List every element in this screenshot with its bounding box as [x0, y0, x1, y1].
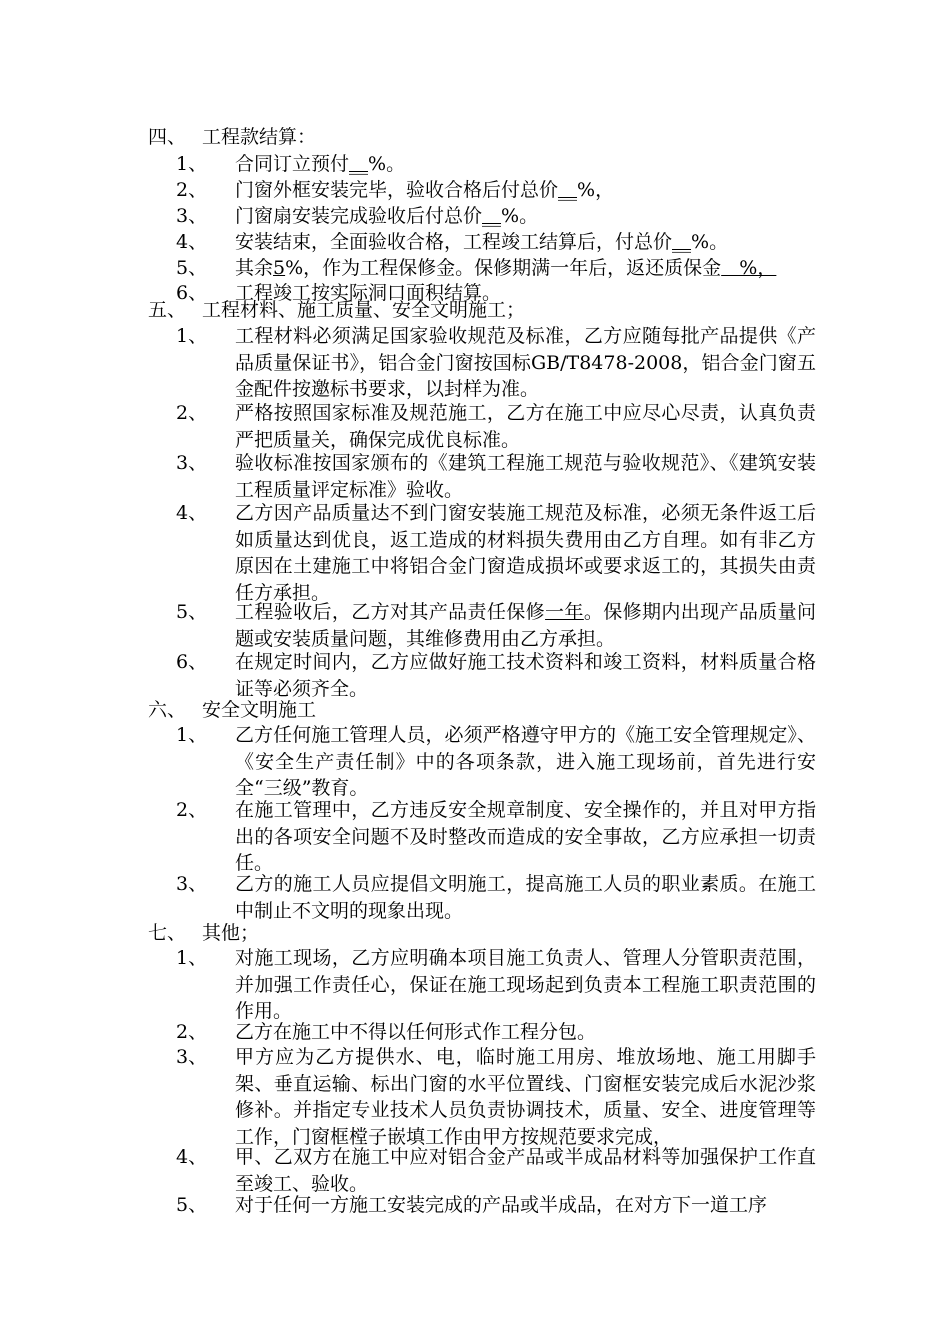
clause-5-1	[176, 323, 816, 403]
clause-number: 2、	[176, 799, 208, 821]
clause-number: 1、	[176, 325, 208, 347]
clause-text: 工程材料必须满足国家验收规范及标准，乙方应随每批产品提供《产品质量保证书》，铝合金门窗按国标GB/T8478-2008，铝合金门窗五金配件按邀标书要求，以封样为准。	[235, 325, 816, 400]
section-heading-4	[148, 124, 316, 151]
clause-6-2	[176, 797, 816, 877]
section-heading-7	[148, 920, 259, 947]
clause-7-3	[176, 1044, 816, 1150]
section-title: 安全文明施工	[202, 699, 317, 721]
clause-7-1	[176, 945, 816, 1025]
clause-text: 严格按照国家标准及规范施工，乙方在施工中应尽心尽责，认真负责严把质量关，确保完成优良标准。	[235, 402, 816, 451]
clause-text: 甲、乙双方在施工中应对铝合金产品或半成品材料等加强保护工作直至竣工、验收。	[235, 1146, 816, 1195]
clause-4-2	[176, 177, 816, 204]
clause-text: 甲方应为乙方提供水、电，临时施工用房、堆放场地、施工用脚手架、垂直运输、标出门窗的水平位置线、门窗框安装完成后水泥沙浆修补。并指定专业技术人员负责协调技术，质量、安全、进度管理等工作，门窗框樘子嵌填工作由甲方按规范要求完成，	[235, 1046, 816, 1148]
clause-number: 2、	[176, 402, 208, 424]
clause-4-1	[176, 151, 816, 178]
clause-number: 3、	[176, 205, 208, 227]
clause-text: 合同订立预付__%。	[235, 153, 406, 175]
section-number: 六、	[148, 699, 187, 721]
clause-text: 在规定时间内，乙方应做好施工技术资料和竣工资料，材料质量合格证等必须齐全。	[235, 651, 816, 700]
clause-5-6	[176, 649, 816, 702]
clause-number: 3、	[176, 873, 208, 895]
section-number: 七、	[148, 922, 187, 944]
clause-text: 门窗扇安装完成验收后付总价__%。	[235, 205, 539, 227]
clause-text: 乙方的施工人员应提倡文明施工，提高施工人员的职业素质。在施工中制止不文明的现象出现。	[235, 873, 816, 922]
clause-text: 验收标准按国家颁布的《建筑工程施工规范与验收规范》、《建筑安装工程质量评定标准》验收。	[235, 452, 816, 501]
clause-number: 6、	[176, 651, 208, 673]
clause-number: 4、	[176, 502, 208, 524]
blank-field: __	[558, 179, 578, 201]
clause-5-2	[176, 400, 816, 453]
clause-number: 3、	[176, 452, 208, 474]
clause-number: 5、	[176, 257, 208, 279]
clause-number: 1、	[176, 724, 208, 746]
clause-number: 5、	[176, 601, 208, 623]
clause-number: 6、	[176, 282, 208, 304]
clause-number: 2、	[176, 179, 208, 201]
clause-4-3	[176, 203, 816, 230]
clause-number: 1、	[176, 947, 208, 969]
clause-7-4	[176, 1144, 816, 1197]
clause-number: 2、	[176, 1021, 208, 1043]
clause-text: 其余5%，作为工程保修金。保修期满一年后，返还质保金 %，	[235, 257, 777, 279]
blank-field: __	[672, 231, 692, 253]
clause-4-4	[176, 229, 816, 256]
section-title: 其他；	[202, 922, 260, 944]
clause-number: 4、	[176, 1146, 208, 1168]
blank-field: 5	[273, 257, 286, 279]
section-heading-6	[148, 697, 316, 724]
clause-text: 工程验收后，乙方对其产品责任保修一年。保修期内出现产品质量问题或安装质量问题，其维修费用由乙方承担。	[235, 601, 816, 650]
clause-text: 安装结束，全面验收合格，工程竣工结算后，付总价__%。	[235, 231, 729, 253]
clause-5-4	[176, 500, 816, 606]
clause-text: 乙方在施工中不得以任何形式作工程分包。	[235, 1021, 597, 1043]
clause-text: 门窗外框安装完毕，验收合格后付总价__%，	[235, 179, 615, 201]
blank-field: __	[482, 205, 502, 227]
clause-5-5	[176, 599, 816, 652]
clause-7-5	[176, 1192, 816, 1219]
clause-text: 乙方因产品质量达不到门窗安装施工规范及标准，必须无条件返工后如质量达到优良，返工造成的材料损失费用由乙方自理。如有非乙方原因在土建施工中将铝合金门窗造成损坏或要求返工的，其损失由责任方承担。	[235, 502, 816, 604]
clause-text: 对于任何一方施工安装完成的产品或半成品，在对方下一道工序	[235, 1194, 768, 1216]
clause-6-1	[176, 722, 816, 802]
section-title: 工程材料、施工质量、安全文明施工；	[202, 299, 526, 321]
clause-7-2	[176, 1019, 816, 1046]
blank-field: __	[349, 153, 369, 175]
clause-text: 乙方任何施工管理人员，必须严格遵守甲方的《施工安全管理规定》、《安全生产责任制》中的各项条款，进入施工现场前，首先进行安全“三级”教育。	[235, 724, 816, 799]
clause-number: 4、	[176, 231, 208, 253]
clause-4-5	[176, 255, 816, 282]
section-number: 四、	[148, 126, 187, 148]
clause-6-3	[176, 871, 816, 924]
blank-field: %，	[721, 257, 777, 279]
clause-number: 5、	[176, 1194, 208, 1216]
clause-text: 工程竣工按实际洞口面积结算。	[235, 282, 502, 304]
section-title: 工程款结算：	[202, 126, 317, 148]
clause-number: 1、	[176, 153, 208, 175]
clause-number: 3、	[176, 1046, 208, 1068]
clause-5-3	[176, 450, 816, 503]
clause-text: 在施工管理中，乙方违反安全规章制度、安全操作的，并且对甲方指出的各项安全问题不及时整改而造成的安全事故，乙方应承担一切责任。	[235, 799, 816, 874]
section-heading-5	[148, 297, 525, 324]
warranty-period: 一年	[545, 601, 584, 623]
section-number: 五、	[148, 299, 187, 321]
clause-text: 对施工现场，乙方应明确本项目施工负责人、管理人分管职责范围，并加强工作责任心，保证在施工现场起到负责本工程施工职责范围的作用。	[235, 947, 816, 1022]
